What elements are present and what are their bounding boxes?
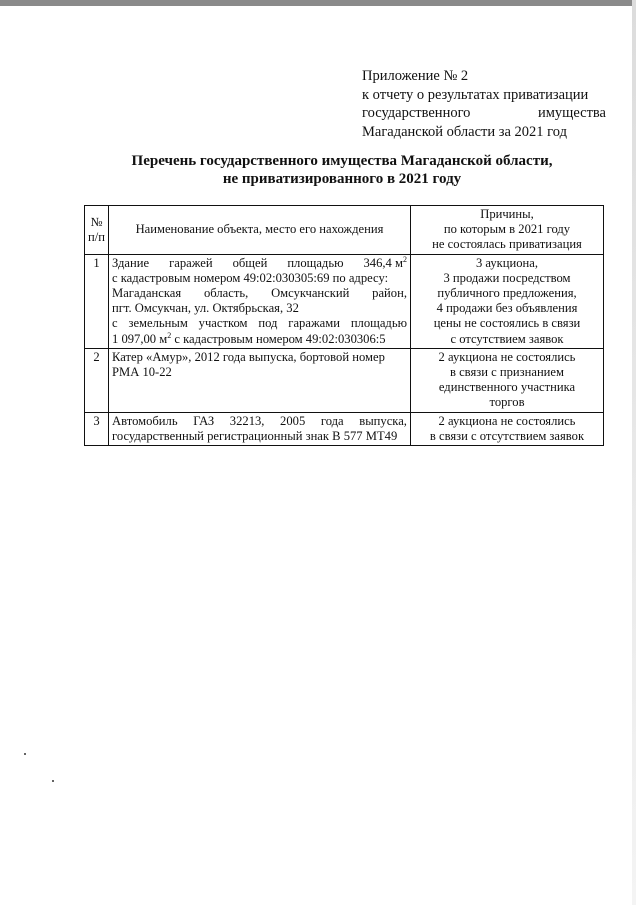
cadastral-text: с кадастровым номером 49:02:030306:5 [171, 331, 386, 346]
title-line: не приватизированного в 2021 году [222, 171, 462, 187]
object-word: 32213, [229, 413, 265, 428]
table-header-row [85, 206, 604, 255]
object-word: Здание [112, 255, 150, 270]
reason-line: 2 аукциона не состоялись [438, 349, 576, 364]
reason-line: в связи с отсутствием заявок [429, 428, 585, 443]
object-word: выпуска, [359, 413, 407, 428]
row-number: 2 [85, 348, 109, 412]
object-line [112, 256, 407, 271]
object-line: с земельным участком под гаражами площадью [112, 316, 407, 331]
property-table [84, 205, 604, 446]
header-reason-line: по которым в 2021 году [443, 222, 571, 237]
object-word: Автомобиль [112, 413, 178, 428]
reason-line: 3 аукциона, [475, 255, 539, 270]
scan-edge-right [632, 0, 636, 905]
header-reason-line: Причины, [480, 207, 534, 221]
land-area: 1 097,00 м [112, 331, 168, 346]
object-word: 2005 [280, 413, 306, 428]
object-word: общей [232, 255, 268, 270]
reason-cell [411, 348, 604, 412]
superscript: 2 [402, 254, 407, 264]
reason-cell [411, 412, 604, 445]
reason-line: 4 продажи без объявления [436, 301, 578, 316]
object-word: район, [372, 286, 407, 301]
scan-speck [52, 780, 54, 782]
reason-cell [411, 254, 604, 348]
reason-line: в связи с признанием [450, 365, 564, 380]
area-value: 346,4 м [363, 255, 403, 270]
object-line [112, 286, 407, 301]
header-number [85, 206, 109, 255]
object-word: площадью [287, 255, 344, 270]
object-name-cell [109, 254, 411, 348]
header-name: Наименование объекта, место его нахождения [109, 206, 411, 255]
object-word: года [320, 413, 344, 428]
table-row [85, 348, 604, 412]
scan-speck [24, 753, 26, 755]
appendix-line: к отчету о результатах приватизации [362, 86, 589, 103]
reason-line: публичного предложения, [437, 286, 577, 301]
header-reason-line: не состоялась приватизация [432, 237, 582, 252]
row-number: 3 [85, 412, 109, 445]
reason-line: цены не состоялись в связи [433, 316, 581, 331]
object-line: с кадастровым номером 49:02:030305:69 по адресу: [112, 270, 389, 285]
object-name-cell [109, 348, 411, 412]
reason-line: 3 продажи посредством [443, 270, 571, 285]
object-line: РМА 10-22 [112, 365, 172, 380]
document-title [80, 152, 604, 188]
object-word [363, 256, 406, 271]
appendix-line: Магаданской области за 2021 год [362, 123, 567, 140]
reason-line: единственного участника [438, 380, 576, 395]
header-reason [411, 206, 604, 255]
reason-line: торгов [489, 395, 525, 410]
header-number-sign: № [90, 214, 103, 229]
title-line: Перечень государственного имущества Магаданской области, [131, 153, 553, 169]
reason-line: с отсутствием заявок [450, 331, 564, 346]
object-line: Катер «Амур», 2012 года выпуска, бортовой номер [112, 349, 385, 364]
appendix-number: Приложение № 2 [362, 68, 469, 84]
object-name-cell [109, 412, 411, 445]
table-row [85, 412, 604, 445]
appendix-word: имущества [537, 105, 606, 121]
object-word: область, [204, 286, 249, 301]
object-line: государственный регистрационный знак В 577 МТ49 [112, 428, 398, 443]
object-word: ГАЗ [193, 413, 215, 428]
appendix-line [362, 104, 606, 123]
object-line [112, 332, 407, 347]
scan-edge-top [0, 0, 636, 6]
header-number-abbr: п/п [88, 229, 105, 244]
object-word: гаражей [169, 255, 213, 270]
object-word: Магаданская [112, 286, 182, 301]
table-row [85, 254, 604, 348]
object-line: пгт. Омсукчан, ул. Октябрьская, 32 [112, 301, 299, 316]
appendix-header [362, 67, 606, 141]
row-number: 1 [85, 254, 109, 348]
superscript: 2 [167, 330, 172, 340]
appendix-word: государственного [362, 105, 471, 121]
object-line [112, 414, 407, 429]
reason-line: 2 аукциона не состоялись [438, 413, 576, 428]
object-word: Омсукчанский [271, 286, 350, 301]
